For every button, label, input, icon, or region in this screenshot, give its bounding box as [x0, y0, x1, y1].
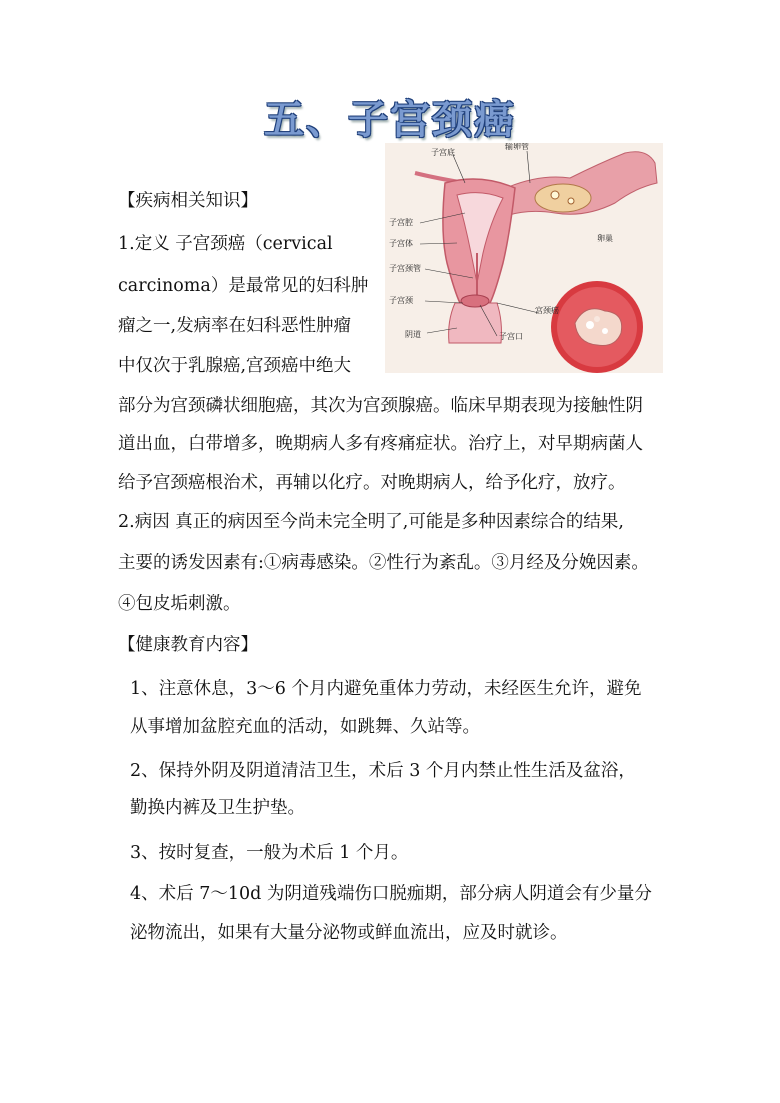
label-fallopian-tube: 输卵管 — [505, 143, 529, 151]
label-fundus: 子宫底 — [431, 148, 455, 157]
list-item: 2、保持外阴及阴道清洁卫生，术后 3 个月内禁止性生活及盆浴， — [130, 761, 636, 781]
list-item-continued: 勤换内裤及卫生护垫。 — [130, 798, 305, 818]
paragraph-line: 部分为宫颈磷状细胞癌，其次为宫颈腺癌。临床早期表现为接触性阴 — [118, 396, 643, 416]
label-os: 子宫口 — [499, 332, 523, 341]
list-item-continued: 泌物流出，如果有大量分泌物或鲜血流出，应及时就诊。 — [130, 923, 568, 943]
label-vagina: 阴道 — [405, 330, 421, 339]
paragraph-line: 主要的诱发因素有:①病毒感染。②性行为紊乱。③月经及分娩因素。 — [118, 553, 649, 573]
paragraph-line: ④包皮垢刺激。 — [118, 594, 241, 614]
paragraph-line: 给予宫颈癌根治术，再辅以化疗。对晚期病人，给予化疗，放疗。 — [118, 473, 626, 493]
uterus-anatomy-figure — [385, 143, 663, 373]
label-cervical-canal: 子宫颈管 — [389, 264, 421, 273]
paragraph-line: 道出血，白带增多，晚期病人多有疼痛症状。治疗上，对早期病菌人 — [118, 434, 643, 454]
label-cancer: 宫颈癌 — [535, 306, 559, 315]
paragraph-line: 瘤之一,发病率在妇科恶性肿瘤 — [118, 316, 352, 336]
paragraph-line: 中仅次于乳腺癌,宫颈癌中绝大 — [118, 356, 352, 376]
label-uterine-cavity: 子宫腔 — [389, 218, 413, 227]
label-ovary: 卵巢 — [597, 234, 613, 243]
paragraph-line: 1.定义 子宫颈癌（cervical — [118, 234, 333, 254]
section-heading-knowledge: 【疾病相关知识】 — [118, 191, 258, 211]
paragraph-line: carcinoma）是最常见的妇科肿 — [118, 276, 369, 296]
section-heading-education: 【健康教育内容】 — [118, 635, 258, 655]
list-item: 3、按时复查，一般为术后 1 个月。 — [130, 843, 409, 863]
paragraph-line: 2.病因 真正的病因至今尚未完全明了,可能是多种因素综合的结果, — [118, 512, 624, 532]
label-cervix: 子宫颈 — [389, 296, 413, 305]
label-uterine-body: 子宫体 — [389, 239, 413, 248]
list-item: 1、注意休息，3～6 个月内避免重体力劳动，未经医生允许，避免 — [130, 679, 642, 699]
list-item: 4、术后 7～10d 为阴道残端伤口脱痂期，部分病人阴道会有少量分 — [130, 884, 652, 904]
page-title: 五、子宫颈癌 — [264, 97, 516, 143]
list-item-continued: 从事增加盆腔充血的活动，如跳舞、久站等。 — [130, 717, 480, 737]
